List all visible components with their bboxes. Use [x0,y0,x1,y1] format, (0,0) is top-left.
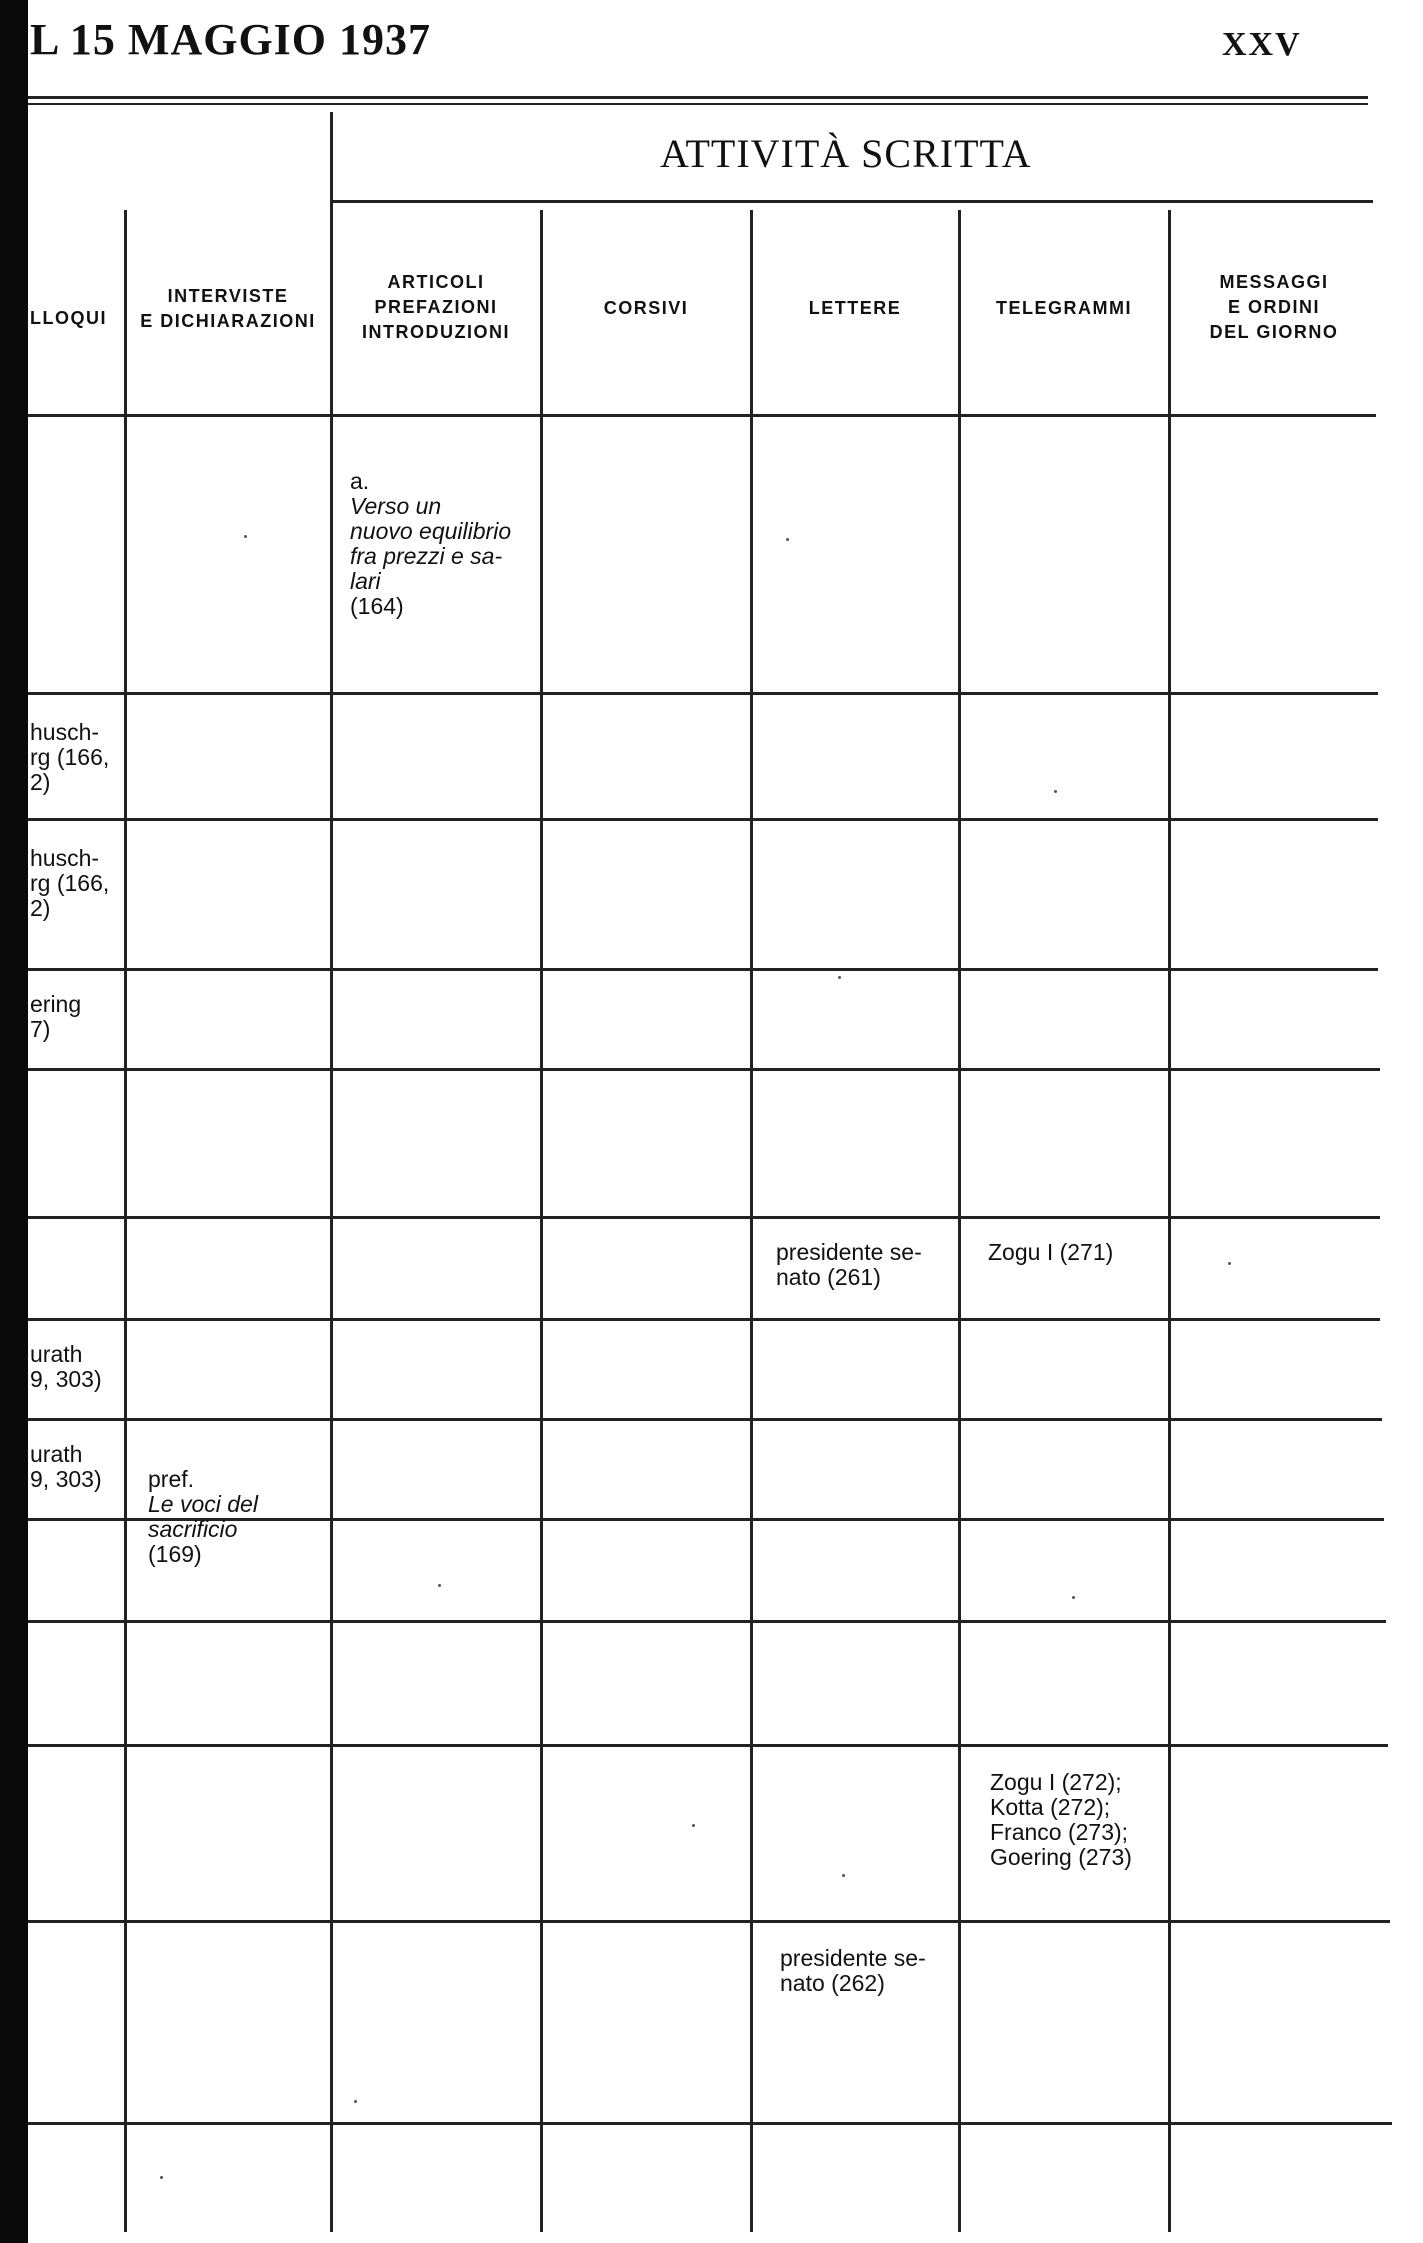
page-number: XXV [1222,26,1302,63]
column-header-lettere: LETTERE [808,298,902,318]
scan-speck [1228,1262,1231,1265]
scan-speck [160,2176,163,2179]
column-header-articoli: ARTICOLI PREFAZIONI INTRODUZIONI [362,272,510,342]
header-rule-top [28,96,1368,99]
entry-telegrammi-272-273: Zogu I (272); Kotta (272); Franco (273); Goering (273) [990,1769,1132,1870]
row-divider [28,1068,1380,1071]
binding-edge [0,0,28,2243]
section-title-rule [333,200,1373,203]
row-divider [28,818,1378,821]
header-rule-bottom [28,103,1368,105]
entry-colloqui-166a: husch- rg (166, 2) [30,719,110,795]
entry-prefix: pref. [148,1466,195,1492]
column-divider [1168,210,1171,2232]
column-divider [124,210,127,2232]
scan-speck [692,1824,695,1827]
entry-colloqui-neurath-b: urath 9, 303) [30,1441,102,1492]
column-divider [750,210,753,2232]
entry-lettere-262: presidente se- nato (262) [780,1945,926,1996]
scan-speck [438,1584,441,1587]
entry-colloqui-neurath-a: urath 9, 303) [30,1341,102,1392]
column-header-corsivi: CORSIVI [603,298,689,318]
row-divider [28,1318,1380,1321]
entry-lettere-261: presidente se- nato (261) [776,1239,922,1290]
row-divider [28,1418,1382,1421]
row-divider [28,692,1378,695]
row-divider [28,1620,1386,1623]
entry-telegrammi-271: Zogu I (271) [988,1239,1114,1265]
row-divider [28,414,1376,417]
column-header-telegrammi: TELEGRAMMI [996,298,1132,318]
scan-speck [1054,790,1057,793]
row-divider [28,1216,1380,1219]
page-header-title: L 15 MAGGIO 1937 [30,15,432,64]
column-divider [330,112,333,2232]
entry-ref: (169) [148,1541,202,1567]
entry-title: Le voci del sacrificio [148,1491,258,1542]
scan-speck [838,976,841,979]
scan-speck [354,2100,357,2103]
scan-speck [842,1874,845,1877]
entry-prefix: a. [350,468,370,494]
column-header-messaggi: MESSAGGI E ORDINI DEL GIORNO [1209,272,1339,342]
row-divider [28,968,1378,971]
scan-speck [786,538,789,541]
scan-speck [244,535,247,538]
entry-articoli-164 [350,444,530,619]
row-divider [28,1744,1388,1747]
column-divider [958,210,961,2232]
entry-title: Verso un nuovo equilibrio fra prezzi e sa- lari [350,493,512,594]
entry-colloqui-goering: ering 7) [30,991,82,1042]
section-title: ATTIVITÀ SCRITTA [660,131,1032,176]
column-header-colloqui: LLOQUI [30,308,107,328]
entry-colloqui-166b: husch- rg (166, 2) [30,845,110,921]
scan-speck [1072,1596,1075,1599]
column-header-interviste: INTERVISTE E DICHIARAZIONI [140,286,316,331]
column-divider [540,210,543,2232]
entry-interviste-169 [148,1442,328,1567]
entry-ref: (164) [350,593,404,619]
row-divider [28,2122,1392,2125]
row-divider [28,1920,1390,1923]
